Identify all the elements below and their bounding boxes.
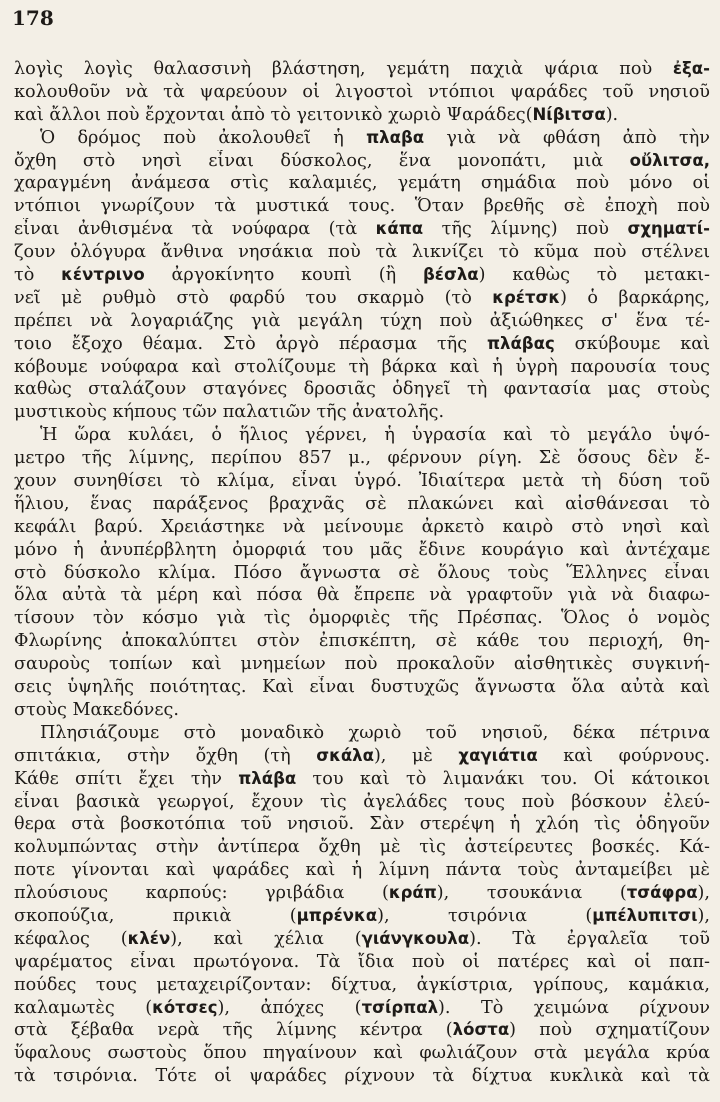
text-line (14, 653, 710, 676)
text-run: θερα στὰ βοσκοτόπια τοῦ νησιοῦ. Σὰν στερέψη ἡ χλόη τὶς ὁδηγοῦν (14, 814, 710, 835)
text-run: ἥλιου, ἕνας παράξενος βραχνᾶς σὲ πλακώνει καὶ αἰσθάνεσαι τὸ (14, 493, 710, 514)
dialect-term: λόστα (452, 1020, 510, 1040)
text-line (14, 195, 710, 218)
text-run: καὶ φούρνους. (537, 745, 710, 766)
text-line (14, 241, 710, 264)
text-run: εἶναι βασικὰ γεωργοί, ἔχουν τὶς ἀγελάδες τους ποὺ βόσκουν ἐλεύ- (14, 791, 710, 812)
text-run: τῆς λίμνης) ποὺ (423, 219, 628, 240)
text-line (14, 676, 710, 699)
dialect-term: σχηματί- (627, 219, 710, 239)
dialect-term: Νίβιτσα (532, 104, 606, 124)
text-run: κολυμπώντας στὴν ἀντίπερα ὄχθη μὲ τὶς ἀστείρευτες βοσκές. Κά- (14, 837, 710, 858)
text-run: ὅλα αὐτὰ τὰ μέρη καὶ πόσα θὰ ἔπρεπε νὰ γραφτοῦν γιὰ νὰ διαφω- (14, 585, 710, 606)
text-line (14, 310, 710, 333)
dialect-term: τσάφρα (626, 883, 698, 903)
text-line (14, 745, 710, 768)
text-run: ), (697, 883, 710, 904)
page-number: 178 (12, 6, 54, 30)
text-run: σαυροὺς τοπίων καὶ μνημείων ποὺ προκαλοῦν αἰσθητικὲς συγκινή- (14, 654, 710, 675)
text-run: εἶναι ἀνθισμένα τὰ νούφαρα (τὰ (14, 219, 376, 240)
text-run: ), μὲ (373, 745, 459, 766)
text-run: ), (697, 905, 710, 926)
dialect-term: κέντρινο (61, 265, 145, 285)
text-line (14, 516, 710, 539)
text-line (14, 974, 710, 997)
text-run: κεφάλι βαρύ. Χρειάστηκε νὰ μείνουμε ἀρκετὸ καιρὸ στὸ νησὶ καὶ (14, 516, 710, 537)
text-run: κόβουμε νούφαρα καὶ στολίζουμε τὴ βάρκα καὶ ἡ ὑγρὴ παρουσία τους (14, 356, 710, 377)
text-run: Κάθε σπίτι ἔχει τὴν (14, 768, 239, 789)
dialect-term: σκάλα (316, 745, 374, 765)
text-line (14, 58, 710, 81)
text-run: σπιτάκια, στὴν ὄχθη (τὴ (14, 745, 317, 766)
text-run: λογὶς λογὶς θαλασσινὴ βλάστηση, γεμάτη παχιὰ ψάρια ποὺ (14, 59, 673, 79)
dialect-term: γιάνγκουλα (361, 928, 470, 948)
text-run: χαραγμένη ἀνάμεσα στὶς καλαμιές, γεμάτη σημάδια ποὺ μόνο οἱ (14, 173, 710, 194)
text-line (14, 607, 710, 630)
text-run: ), τσουκάνια ( (436, 883, 627, 904)
text-run: ) ὁ βαρκάρης, (560, 287, 710, 308)
text-line (14, 722, 710, 745)
text-run: Φλωρίνης ἀποκαλύπτει στὸν ἐπισκέπτη, σὲ κάθε του περιοχή, θη- (14, 631, 710, 652)
text-run: καὶ ἄλλοι ποὺ ἔρχονται ἀπὸ τὸ γειτονικὸ χωριὸ Ψαράδες( (14, 104, 533, 125)
text-run: ντόπιοι γνωρίζουν τὰ μυστικά τους. Ὅταν βρεθῆς σὲ ἐποχὴ ποὺ (14, 196, 710, 217)
text-run: τοιο ἔξοχο θέαμα. Στὸ ἀργὸ πέρασμα τῆς (14, 333, 487, 354)
text-run: ). Τὰ ἐργαλεῖα τοῦ (469, 928, 710, 949)
text-run: πλούσιους καρπούς: γριβάδια ( (14, 883, 389, 904)
text-line (14, 928, 710, 951)
dialect-term: μπέλυπιτσι (592, 905, 698, 925)
text-line (14, 81, 710, 104)
text-run: ). (605, 104, 619, 125)
text-run: πούδες τους μεταχειρίζονταν: δίχτυα, ἀγκίστρια, γρίπους, καμάκια, (14, 974, 710, 995)
text-line (14, 218, 710, 241)
text-run: ποτε γίνονται καὶ ψαράδες καὶ ἡ λίμνη πάντα τοὺς ἀνταμείβει μὲ (14, 860, 710, 881)
text-line (14, 997, 710, 1020)
text-run: ), ἀπόχες ( (217, 997, 362, 1018)
dialect-term: κράπ (388, 883, 437, 903)
text-line (14, 333, 710, 356)
dialect-term: κότσες (152, 997, 218, 1017)
dialect-term: χαγιάτια (458, 745, 538, 765)
text-line (14, 356, 710, 379)
text-run: γιὰ νὰ φθάση ἀπὸ τὴν (424, 127, 710, 148)
text-run: κέφαλος ( (14, 928, 128, 949)
text-run: κολουθοῦν νὰ τὰ ψαρεύουν οἱ λιγοστοὶ ντόπιοι ψαράδες τοῦ νησιοῦ (14, 81, 710, 102)
text-line (14, 882, 710, 905)
text-line (14, 172, 710, 195)
text-run: ) ποὺ σχηματίζουν (509, 1020, 710, 1041)
text-run: του καὶ τὸ λιμανάκι του. Οἱ κάτοικοι (296, 768, 710, 789)
text-line (14, 859, 710, 882)
text-line (14, 104, 710, 127)
text-run: Ὁ δρόμος ποὺ ἀκολουθεῖ ἡ (40, 127, 367, 148)
text-run: ), τσιρόνια ( (377, 905, 593, 926)
text-run: σκύβουμε καὶ (554, 333, 710, 354)
text-line (14, 951, 710, 974)
text-line (14, 836, 710, 859)
text-run: ) καθὼς τὸ μετακι- (478, 265, 710, 286)
dialect-term: κλέν (127, 928, 171, 948)
text-line (14, 768, 710, 791)
text-run: χουν συνηθίσει τὸ κλίμα, εἶναι ὑγρό. Ἰδιαίτερα μετὰ τὴ δύση τοῦ (14, 471, 710, 492)
dialect-term: κρέτσκ (492, 287, 561, 307)
text-run: ψαρέματος εἶναι πρωτόγονα. Τὰ ἴδια ποὺ οἱ πατέρες καὶ οἱ παπ- (14, 951, 710, 972)
dialect-term: πλάβα (238, 768, 297, 788)
text-line (14, 1019, 710, 1042)
text-line (14, 584, 710, 607)
text-run: ), καὶ χέλια ( (170, 928, 362, 949)
dialect-term: πλαβα (366, 127, 425, 147)
text-run: ). Τὸ χειμώνα ρίχνουν (438, 997, 710, 1018)
text-line (14, 264, 710, 287)
text-line (14, 378, 710, 401)
dialect-term: κάπα (375, 219, 424, 239)
dialect-term: βέσλα (422, 265, 479, 285)
text-line (14, 470, 710, 493)
text-line (14, 424, 710, 447)
text-line (14, 287, 710, 310)
text-run: μυστικοὺς κήπους τῶν παλατιῶν τῆς ἀνατολῆς. (14, 402, 445, 423)
text-line (14, 1065, 710, 1088)
text-run: σεις ὑψηλῆς ποιότητας. Καὶ εἶναι δυστυχῶς ἄγνωστα ὅλα αὐτὰ καὶ (14, 677, 710, 698)
text-run: σκοπούζια, πρικιὰ ( (14, 905, 297, 926)
text-run: νεῖ μὲ ρυθμὸ στὸ φαρδύ του σκαρμὸ (τὸ (14, 287, 493, 308)
text-run: πρέπει νὰ λογαριάζης γιὰ μεγάλη τύχη ποὺ ἀξιώθηκες σ' ἕνα τέ- (14, 310, 710, 331)
text-run: Ἡ ὥρα κυλάει, ὁ ἥλιος γέρνει, ἡ ὑγρασία καὶ τὸ μεγάλο ὑψό- (40, 425, 710, 446)
text-run: ὕφαλους σωστοὺς ὅπου πηγαίνουν καὶ φωλιάζουν στὰ μεγάλα κρύα (14, 1043, 710, 1064)
text-run: καθὼς σταλάζουν σταγόνες δροσιᾶς ὁδηγεῖ τὴ φαντασία μας στοὺς (14, 379, 710, 400)
text-line (14, 401, 710, 424)
text-run: τίσουν τὸν κόσμο γιὰ τὶς ὀμορφιὲς τῆς Πρέσπας. Ὅλος ὁ νομὸς (14, 608, 710, 629)
text-line (14, 127, 710, 150)
text-run: στὸ δύσκολο κλίμα. Πόσο ἄγνωστα σὲ ὅλους τοὺς Ἕλληνες εἶναι (14, 562, 710, 583)
text-line (14, 150, 710, 173)
body-text (14, 58, 710, 1088)
text-line (14, 699, 710, 722)
text-line (14, 562, 710, 585)
text-line (14, 905, 710, 928)
text-run: ὄχθη στὸ νησὶ εἶναι δύσκολος, ἕνα μονοπάτι, μιὰ (14, 150, 630, 171)
text-run: Πλησιάζουμε στὸ μοναδικὸ χωριὸ τοῦ νησιοῦ, δέκα πέτρινα (40, 722, 710, 743)
text-run: στοὺς Μακεδόνες. (14, 699, 179, 720)
dialect-term: οὔλιτσα, (629, 150, 710, 170)
dialect-term: ἐξα- (672, 59, 710, 78)
text-line (14, 493, 710, 516)
text-line (14, 539, 710, 562)
text-run: μόνο ἡ ἀνυπέρβλητη ὀμορφιά του μᾶς ἔδινε κουράγιο καὶ ἀντέχαμε (14, 539, 710, 560)
text-line (14, 447, 710, 470)
text-run: μετρο τῆς λίμνης, περίπου 857 μ., φέρνουν ρίγη. Σὲ ὅσους δὲν ἔ- (14, 448, 710, 469)
text-run: τὰ τσιρόνια. Τότε οἱ ψαράδες ρίχνουν τὰ δίχτυα κυκλικὰ καὶ τὰ (14, 1066, 710, 1087)
text-line (14, 791, 710, 814)
dialect-term: μπρένκα (296, 905, 378, 925)
text-run: στὰ ξέβαθα νερὰ τῆς λίμνης κέντρα ( (14, 1020, 453, 1041)
text-line (14, 1042, 710, 1065)
text-run: ζουν ὁλόγυρα ἄνθινα νησάκια ποὺ τὰ λικνίζει τὸ κῦμα ποὺ στέλνει (14, 242, 710, 263)
text-run: καλαμωτὲς ( (14, 997, 153, 1018)
dialect-term: πλάβας (486, 333, 555, 353)
text-run: ἀργοκίνητο κουπὶ (ἢ (144, 265, 423, 286)
text-run: τὸ (14, 265, 62, 286)
text-line (14, 813, 710, 836)
dialect-term: τσίρπαλ (361, 997, 439, 1017)
text-line (14, 630, 710, 653)
